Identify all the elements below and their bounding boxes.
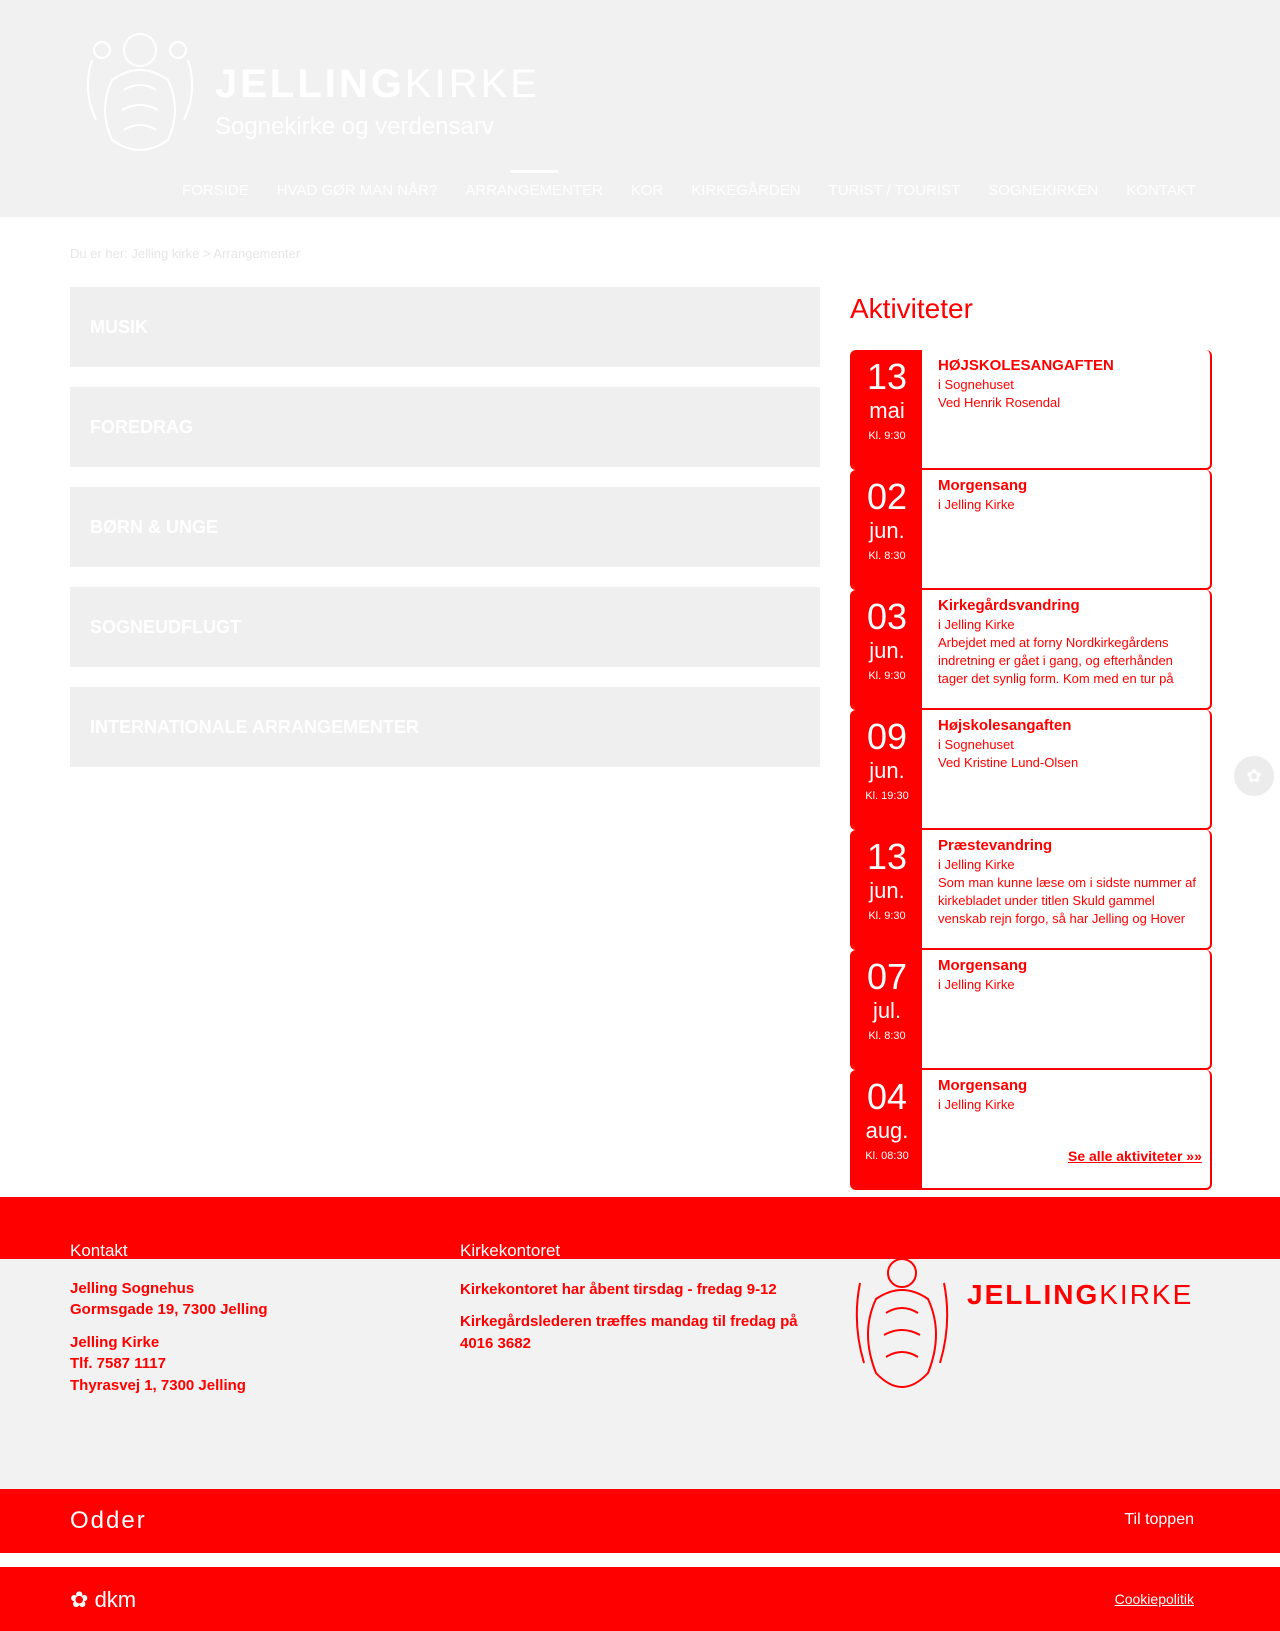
nav-arrangementer[interactable]: ARRANGEMENTER [451, 168, 617, 213]
event-time: Kl. 9:30 [868, 910, 906, 922]
event-day: 02 [866, 476, 908, 517]
contact-name: Jelling Kirke [70, 1334, 160, 1351]
contact-address: Thyrasvej 1, 7300 Jelling [70, 1377, 246, 1394]
event-date [852, 950, 922, 1068]
event-title[interactable]: HØJSKOLESANGAFTEN [938, 357, 1114, 374]
event-place: i Jelling Kirke [938, 497, 1015, 512]
event-item[interactable] [850, 710, 1212, 830]
event-date [852, 470, 922, 588]
event-date [852, 1070, 922, 1188]
breadcrumb[interactable]: Du er her: Jelling kirke > Arrangementer [70, 246, 301, 261]
footer-bar-left: Odder [70, 1507, 147, 1534]
activities-title: Aktiviteter [850, 293, 973, 324]
event-month: jun. [869, 518, 905, 543]
event-item[interactable] [850, 950, 1212, 1070]
site-header [0, 0, 1280, 217]
footer-logo[interactable] [852, 1243, 1202, 1423]
nav-forside[interactable]: FORSIDE [182, 182, 249, 199]
event-day: 13 [866, 356, 908, 397]
nav-hvad-goer-man-naar[interactable]: HVAD GØR MAN NÅR? [276, 182, 438, 199]
nav-turist[interactable]: TURIST / TOURIST [828, 182, 961, 199]
nav-kontakt[interactable]: KONTAKT [1126, 182, 1196, 199]
event-month: aug. [865, 1118, 909, 1143]
cemetery-hours: Kirkegårdslederen træffes mandag til fredag på 4016 3682 [460, 1313, 798, 1352]
footer-office-heading: Kirkekontoret [460, 1241, 561, 1260]
see-all-activities-link[interactable]: Se alle aktiviteter »» [1068, 1148, 1202, 1164]
event-place: i Sognehuset [938, 377, 1014, 392]
nav-kirkegaarden[interactable]: KIRKEGÅRDEN [691, 182, 801, 199]
brand-subtitle: Sognekirke og verdensarv [215, 113, 494, 140]
event-time: Kl. 8:30 [868, 1030, 906, 1042]
event-desc: Som man kunne læse om i sidste nummer af kirkebladet under titlen Skuld gammel venskab rejn forgo, så har Jelling og Hover [938, 875, 1196, 926]
event-item[interactable] [850, 1070, 1212, 1190]
event-month: mai [869, 398, 905, 423]
main-nav [168, 168, 1210, 213]
footer-bottom [0, 1567, 1280, 1631]
event-date [852, 350, 922, 468]
event-month: jul. [872, 998, 902, 1023]
category-musik[interactable]: MUSIK [70, 287, 820, 367]
cookie-policy-link[interactable]: Cookiepolitik [1114, 1591, 1194, 1607]
footer-office [460, 1241, 800, 1355]
footer-contact [70, 1241, 430, 1397]
contact-phone[interactable]: Tlf. 7587 1117 [70, 1355, 166, 1372]
floating-logo-button[interactable] [1234, 756, 1274, 796]
footer-brand: JELLINGKIRKE [967, 1279, 1194, 1310]
event-item[interactable] [850, 590, 1212, 710]
event-desc: Ved Kristine Lund-Olsen [938, 755, 1079, 770]
event-day: 13 [866, 836, 908, 877]
event-day: 03 [866, 596, 908, 637]
nav-sognekirken[interactable]: SOGNEKIRKEN [988, 182, 1099, 199]
event-title[interactable]: Højskolesangaften [938, 717, 1072, 734]
event-place: i Jelling Kirke [938, 617, 1015, 632]
event-item[interactable] [850, 830, 1212, 950]
event-title[interactable]: Morgensang [938, 1077, 1028, 1094]
back-to-top-link[interactable]: Til toppen [1124, 1511, 1194, 1528]
event-desc: Ved Henrik Rosendal [938, 395, 1061, 410]
site-footer [0, 1241, 1280, 1489]
category-sogneudflugt[interactable]: SOGNEUDFLUGT [70, 587, 820, 667]
event-time: Kl. 19:30 [865, 790, 909, 802]
church-logo-icon: ✿ [1246, 765, 1262, 786]
event-item[interactable] [850, 350, 1212, 470]
event-title[interactable]: Morgensang [938, 957, 1028, 974]
category-list [70, 287, 820, 787]
event-time: Kl. 8:30 [868, 550, 906, 562]
event-place: i Jelling Kirke [938, 1097, 1015, 1112]
event-time: Kl. 9:30 [868, 430, 906, 442]
contact-address: Gormsgade 19, 7300 Jelling [70, 1301, 268, 1318]
event-day: 09 [866, 716, 908, 757]
event-title[interactable]: Morgensang [938, 477, 1028, 494]
category-boern-unge[interactable]: BØRN & UNGE [70, 487, 820, 567]
event-month: jun. [869, 758, 905, 783]
church-logo-icon[interactable] [72, 20, 208, 165]
event-place: i Jelling Kirke [938, 977, 1015, 992]
office-hours: Kirkekontoret har åbent tirsdag - fredag 9-12 [460, 1281, 777, 1298]
event-list [850, 350, 1212, 1190]
event-title[interactable]: Præstevandring [938, 837, 1053, 854]
event-day: 07 [866, 956, 908, 997]
brand-name: JELLINGKIRKE [215, 62, 540, 106]
dkm-logo[interactable]: ✿ dkm [70, 1587, 137, 1612]
event-month: jun. [869, 878, 905, 903]
footer-bar [0, 1489, 1280, 1553]
category-foredrag[interactable]: FOREDRAG [70, 387, 820, 467]
category-internationale[interactable]: INTERNATIONALE ARRANGEMENTER [70, 687, 820, 767]
event-time: Kl. 9:30 [868, 670, 906, 682]
contact-name: Jelling Sognehus [70, 1280, 195, 1297]
event-date [852, 710, 922, 828]
event-date [852, 590, 922, 708]
event-date [852, 830, 922, 948]
event-day: 04 [866, 1076, 908, 1117]
event-item[interactable] [850, 470, 1212, 590]
event-title[interactable]: Kirkegårdsvandring [938, 597, 1080, 614]
nav-kor[interactable]: KOR [630, 182, 664, 199]
event-month: jun. [869, 638, 905, 663]
dkm-icon: ✿ [70, 1587, 89, 1612]
event-place: i Jelling Kirke [938, 857, 1015, 872]
event-time: Kl. 08:30 [865, 1150, 909, 1162]
footer-contact-heading: Kontakt [70, 1241, 128, 1260]
event-desc: Arbejdet med at forny Nordkirkegårdens indretning er gået i gang, og efterhånden tager det synlig form. Kom med en tur på [938, 635, 1174, 686]
brand[interactable] [215, 60, 540, 142]
church-logo-icon [852, 1243, 952, 1413]
event-place: i Sognehuset [938, 737, 1014, 752]
